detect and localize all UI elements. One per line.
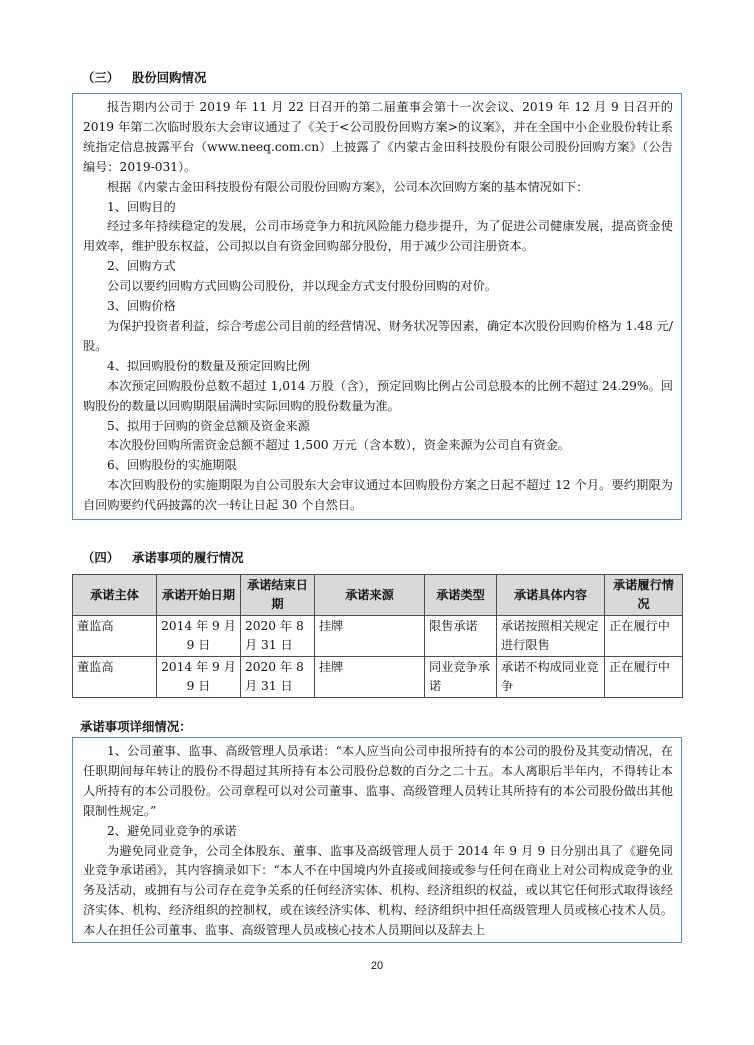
table-cell: 董监高 <box>73 616 157 657</box>
column-header: 承诺结束日期 <box>241 575 315 616</box>
table-header-row <box>73 575 683 616</box>
table-cell: 2014 年 9 月 9 日 <box>157 616 241 657</box>
paragraph: 1、公司董事、监事、高级管理人员承诺：“本人应当向公司申报所持有的本公司的股份及其变动情况，在任职期间每年转让的股份不得超过其所持有本公司股份总数的百分之二十五。本人离职后半年内，不得转让本人所持有的本公司股份。公司章程可以对公司董事、监事、高级管理人员转让其所持有的本公司股份做出其他限制性规定。” <box>83 744 673 818</box>
table-cell: 限售承诺 <box>425 616 497 657</box>
table-cell: 同业竞争承诺 <box>425 657 497 698</box>
section-heading-commitments <box>82 548 244 566</box>
table-cell: 2014 年 9 月 9 日 <box>157 657 241 698</box>
paragraph: 3、回购价格 <box>107 299 176 314</box>
paragraph: 4、拟回购股份的数量及预定回购比例 <box>107 358 310 373</box>
details-content-box <box>72 737 682 943</box>
section-number: （四） <box>82 550 120 565</box>
paragraph: 为保护投资者利益，综合考虑公司目前的经营情况、财务状况等因素，确定本次股份回购价格为 1.48 元/股。 <box>83 318 673 353</box>
buyback-content-box <box>72 93 682 520</box>
table-cell: 2020 年 8 月 31 日 <box>241 657 315 698</box>
section-number: （三） <box>82 70 120 85</box>
section-title: 股份回购情况 <box>132 70 207 85</box>
table-cell: 承诺按照相关规定进行限售 <box>497 616 605 657</box>
column-header: 承诺类型 <box>425 575 497 616</box>
section-title: 承诺事项的履行情况 <box>132 550 244 565</box>
table-cell: 2020 年 8 月 31 日 <box>241 616 315 657</box>
page-number: 20 <box>370 960 384 972</box>
column-header: 承诺来源 <box>315 575 425 616</box>
paragraph: 本次回购股份的实施期限为自公司股东大会审议通过本回购股份方案之日起不超过 12 个月。要约期限为自回购要约代码披露的次一转让日起 30 个自然日。 <box>83 478 673 513</box>
paragraph: 公司以要约回购方式回购公司股份，并以现金方式支付股份回购的对价。 <box>107 279 497 294</box>
table-cell: 董监高 <box>73 657 157 698</box>
column-header: 承诺开始日期 <box>157 575 241 616</box>
paragraph: 6、回购股份的实施期限 <box>107 458 237 473</box>
paragraph: 经过多年持续稳定的发展，公司市场竞争力和抗风险能力稳步提升，为了促进公司健康发展，提高资金使用效率，维护股东权益，公司拟以自有资金回购部分股份，用于减少公司注册资本。 <box>83 219 673 254</box>
table-cell: 挂牌 <box>315 616 425 657</box>
column-header: 承诺具体内容 <box>497 575 605 616</box>
table-cell: 正在履行中 <box>605 657 683 698</box>
table-row <box>73 657 683 698</box>
paragraph: 1、回购目的 <box>107 199 176 214</box>
paragraph: 2、避免同业竞争的承诺 <box>107 823 237 838</box>
table-cell: 正在履行中 <box>605 616 683 657</box>
section-heading-buyback <box>82 68 206 86</box>
paragraph: 为避免同业竞争，公司全体股东、董事、监事及高级管理人员于 2014 年 9 月 9 日分别出具了《避免同业竞争承诺函》，其内容摘录如下：“本人不在中国境内外直接或间接或参与任何在商业上对公司构成竞争的业务及活动，或拥有与公司存在竞争关系的任何经济实体、机构、经济组织的权益，或以其它任何形式取得该经济实体、机构、经济组织的控制权，或在该经济实体、机构、经济组织中担任高级管理人员或核心技术人员。本人在担任公司董事、监事、高级管理人员或核心技术人员期间以及辞去上 <box>83 843 673 938</box>
table-row <box>73 616 683 657</box>
column-header: 承诺主体 <box>73 575 157 616</box>
column-header: 承诺履行情况 <box>605 575 683 616</box>
paragraph: 根据《内蒙古金田科技股份有限公司股份回购方案》，公司本次回购方案的基本情况如下： <box>107 179 589 194</box>
table-cell: 承诺不构成同业竞争 <box>497 657 605 698</box>
paragraph: 本次预定回购股份总数不超过 1,014 万股（含），预定回购比例占公司总股本的比例不超过 24.29%。回购股份的数量以回购期限届满时实际回购的股份数量为准。 <box>83 378 673 413</box>
paragraph: 2、回购方式 <box>107 259 176 274</box>
paragraph: 5、拟用于回购的资金总额及资金来源 <box>107 418 310 433</box>
table-cell: 挂牌 <box>315 657 425 698</box>
commitments-table <box>72 574 683 698</box>
paragraph: 报告期内公司于 2019 年 11 月 22 日召开的第二届董事会第十一次会议、2019 年 12 月 9 日召开的 2019 年第二次临时股东大会审议通过了《关于<公司股份回购方案>的议案》，并在全国中小企业股份转让系统指定信息披露平台（www.neeq.com.cn）上披露了《内蒙古金田科技股份有限公司股份回购方案》（公告编号：2019-031）。 <box>83 100 673 174</box>
paragraph: 本次股份回购所需资金总额不超过 1,500 万元（含本数），资金来源为公司自有资金。 <box>107 438 571 453</box>
details-heading: 承诺事项详细情况： <box>80 719 192 734</box>
